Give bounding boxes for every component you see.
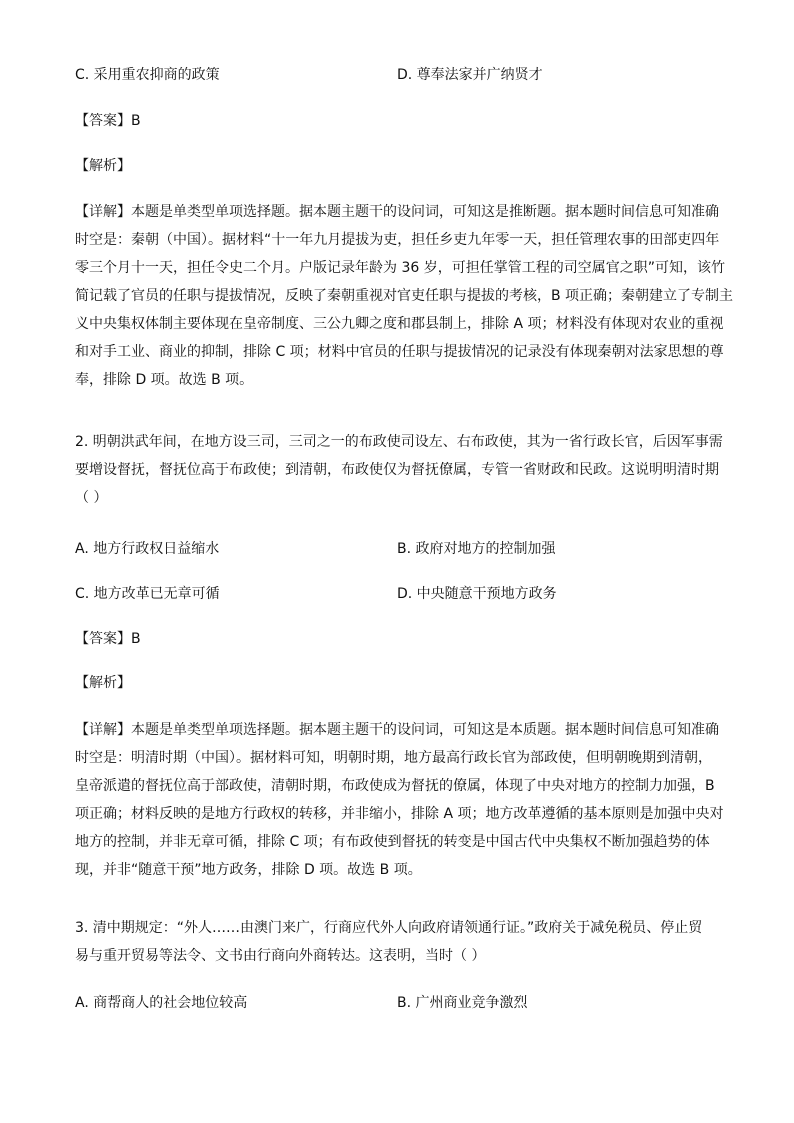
q2-stem	[75, 428, 723, 512]
q1-detail-line: 奉，排除 D 项。故选 B 项。	[75, 372, 254, 388]
q3-stem	[75, 914, 723, 970]
q1-detail-line: 时空是：秦朝（中国）。据材料“十一年九月提拔为吏，担任乡吏九年零一天，担任管理农事的田部吏四年	[75, 232, 720, 248]
q3-option-b: B. 广州商业竞争激烈	[397, 995, 528, 1011]
q2-stem-line: 2. 明朝洪武年间，在地方设三司，三司之一的布政使司设左、右布政使，其为一省行政长官，后因军事需	[75, 434, 723, 450]
q2-option-d: D. 中央随意干预地方政务	[397, 586, 557, 602]
q2-stem-line: 要增设督抚，督抚位高于布政使；到清朝，布政使仅为督抚僚属，专管一省财政和民政。这说明明清时期	[75, 462, 719, 478]
q2-detail-line: 时空是：明清时期（中国）。据材料可知，明朝时期，地方最高行政长官为部政使，但明朝晚期到清朝，	[75, 750, 712, 766]
q3-stem-line: 易与重开贸易等法令、文书由行商向外商转达。这表明，当时（ ）	[75, 948, 486, 964]
q2-detail	[75, 716, 723, 884]
q2-detail-line: 【详解】本题是单类型单项选择题。据本题主题干的设问词，可知这是本质题。据本题时间信息可知准确	[75, 722, 719, 738]
q2-analysis-label: 【解析】	[75, 675, 131, 691]
q2-detail-line: 皇帝派遣的督抚位高于部政使，清朝时期，布政使成为督抚的僚属，体现了中央对地方的控制力加强，B	[75, 778, 715, 794]
q2-option-a: A. 地方行政权日益缩水	[75, 541, 220, 557]
q1-detail	[75, 198, 734, 394]
q1-answer: 【答案】B	[75, 113, 141, 129]
q2-stem-line: （ ）	[75, 490, 108, 506]
q2-option-c: C. 地方改革已无章可循	[75, 586, 220, 602]
q2-detail-line: 现，并非“随意干预”地方政务，排除 D 项。故选 B 项。	[75, 862, 422, 878]
q1-detail-line: 零三个月十一天，担任令史二个月。户版记录年龄为 36 岁，可担任掌管工程的司空属官之职”可知，该竹	[75, 260, 725, 276]
q1-analysis-label: 【解析】	[75, 158, 131, 174]
q2-answer: 【答案】B	[75, 631, 141, 647]
q3-option-a: A. 商帮商人的社会地位较高	[75, 995, 248, 1011]
q1-option-c: C. 采用重农抑商的政策	[75, 67, 220, 83]
q1-detail-line: 义中央集权体制主要体现在皇帝制度、三公九卿之度和郡县制上，排除 A 项；材料没有体现对农业的重视	[75, 316, 724, 332]
q2-option-b: B. 政府对地方的控制加强	[397, 541, 556, 557]
q1-detail-line: 简记载了官员的任职与提拔情况，反映了秦朝重视对官吏任职与提拔的考核，B 项正确；秦朝建立了专制主	[75, 288, 734, 304]
q1-option-d: D. 尊奉法家并广纳贤才	[397, 67, 543, 83]
q1-detail-line: 【详解】本题是单类型单项选择题。据本题主题干的设问词，可知这是推断题。据本题时间信息可知准确	[75, 204, 719, 220]
q1-detail-line: 和对手工业、商业的抑制，排除 C 项；材料中官员的任职与提拔情况的记录没有体现秦朝对法家思想的尊	[75, 344, 724, 360]
q2-detail-line: 地方的控制，并非无章可循，排除 C 项；有布政使到督抚的转变是中国古代中央集权不断加强趋势的体	[75, 834, 710, 850]
q2-detail-line: 项正确；材料反映的是地方行政权的转移，并非缩小，排除 A 项；地方改革遵循的基本原则是加强中央对	[75, 806, 724, 822]
q3-stem-line: 3. 清中期规定：“外人……由澳门来广，行商应代外人向政府请领通行证。”政府关于减免税员、停止贸	[75, 920, 703, 936]
